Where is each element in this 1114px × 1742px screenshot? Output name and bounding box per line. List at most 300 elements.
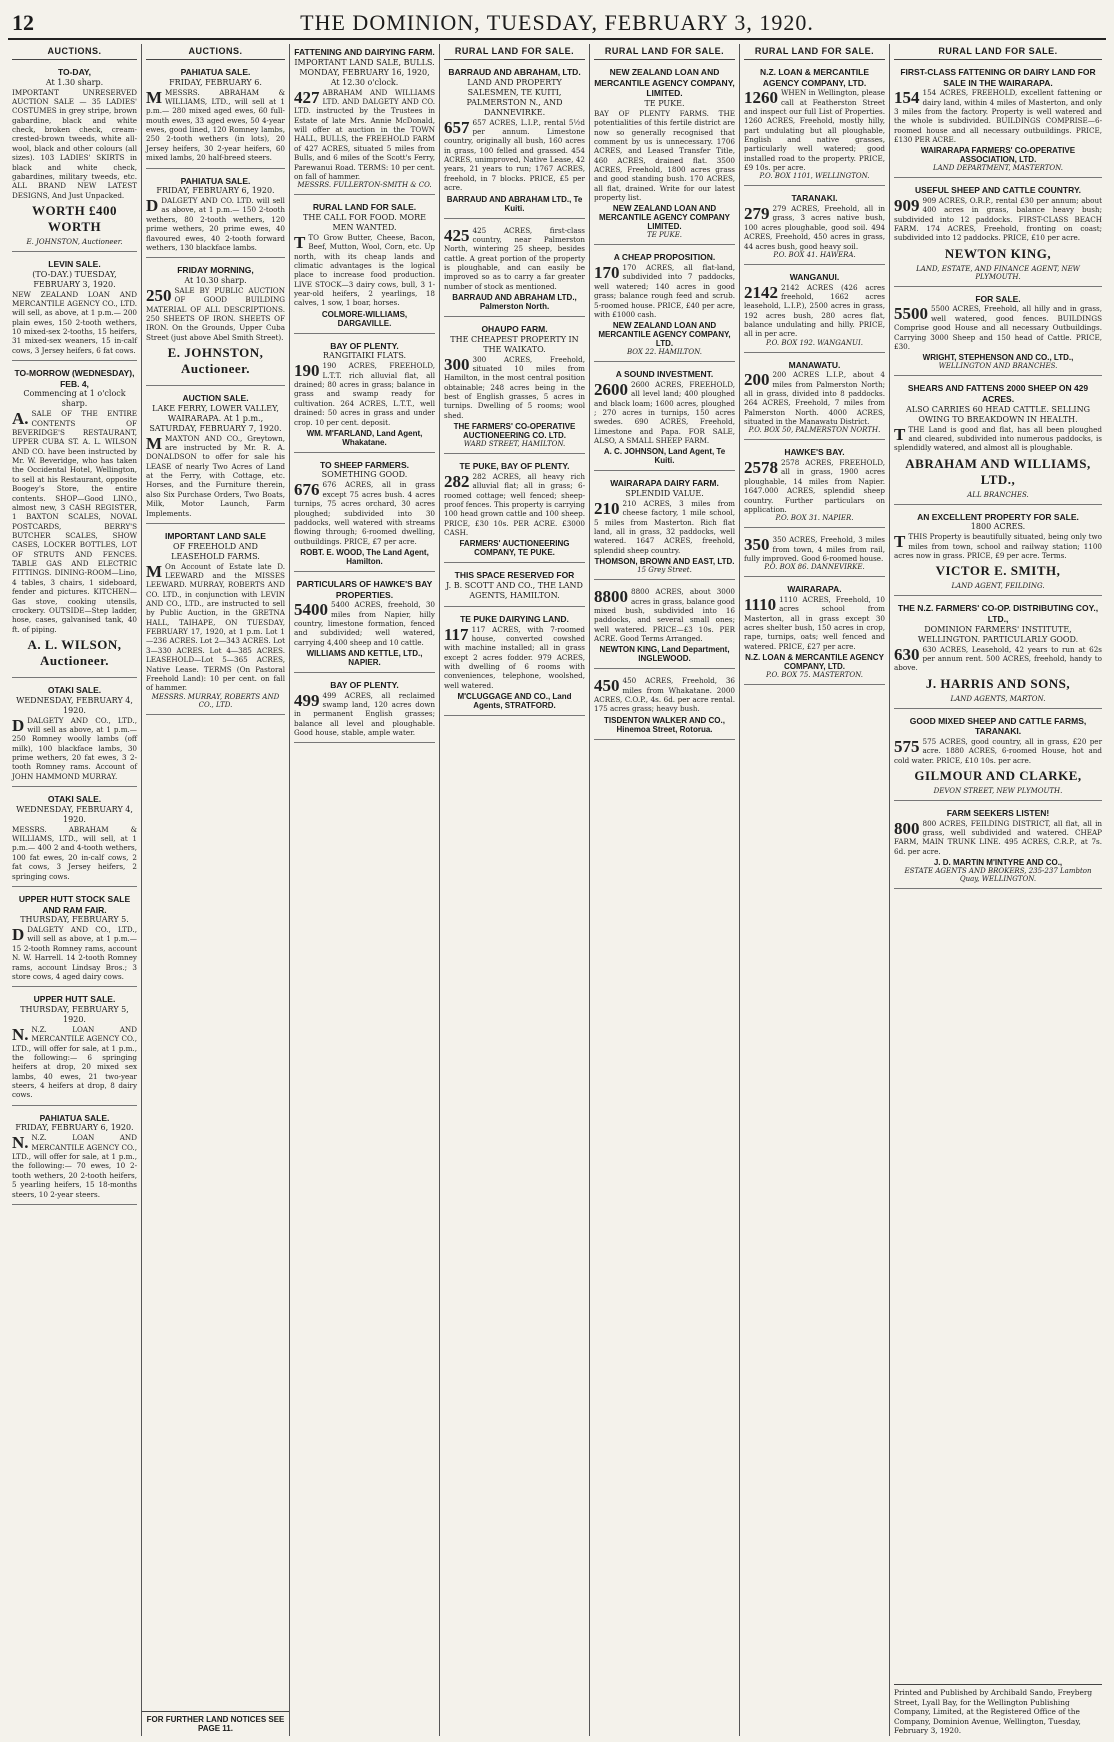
advertisement [894, 291, 1102, 376]
ad-heading: AUCTION SALE. [182, 393, 249, 404]
ad-signature: A. L. WILSON, Auctioneer. [27, 636, 122, 668]
ad-text: 2578 ACRES, FREEHOLD, all in grass, 1900 acres ploughable, 14 miles from Napier. 1647.000 ACRES, splendid sheep country. Further particulars on application. [744, 458, 885, 514]
ad-heading: N.Z. LOAN & MERCANTILE AGENCY COMPANY, LTD. [759, 67, 870, 88]
ad-text: NEW ZEALAND LOAN AND MERCANTILE AGENCY CO., LTD. will sell, as above, at 1 p.m.— 200 plain ewes, 150 2-tooth wethers, 10 mixed-sex 2-tooths, 15 heifers, 31 mixed-sex weaners, 15 in-calf cows, 3 Jersey heifers, 6 fat cows. [12, 289, 137, 355]
ad-text: 8800 ACRES, about 3000 acres in grass, balance good mixed bush, subdivided into 16 paddocks, and several small ones; well watered. PRICE—£3 10s. PER ACRE. Good Terms Arranged. [594, 587, 735, 643]
ad-lead-figure: 800 [894, 818, 920, 838]
ad-text: 630 ACRES, Leasehold, 42 years to run at 62s per annum rent. 500 ACRES, freehold, handy to above. [894, 644, 1102, 673]
ad-text: MAXTON AND CO., Greytown, are instructed by Mr. R. A. DONALDSON to offer for sale his LEASE of nearly Two Acres of Land at the Ferry, with Cottage, etc. Horses, and the Furniture therein, also Six Purchase Orders, Two Boats, Milk, Motor Launch, Farm Implements. [146, 433, 285, 518]
ad-text: 117 ACRES, with 7-roomed house, converted cowshed with machine installed; all in grass except 2 acres fodder. 979 ACRES, with dwelling of 6 rooms with conveniences, telephone, woolshed, well watered. [444, 624, 585, 690]
ad-lead-figure: 425 [444, 225, 470, 245]
advertisement [146, 528, 285, 715]
ad-body [12, 1025, 137, 1100]
ad-body [12, 716, 137, 782]
ad-signature: ROBT. E. WOOD, The Land Agent, Hamilton. [300, 548, 429, 566]
ad-subheading: OF FREEHOLD AND LEASEHOLD FARMS. [171, 541, 260, 561]
ad-subheading: J. B. SCOTT AND CO., THE LAND AGENTS, HAMILTON. [446, 580, 583, 600]
advertisement [744, 269, 885, 353]
advertisement [294, 44, 435, 195]
ad-lead-figure: 2600 [594, 379, 628, 399]
ad-lead-figure: 250 [146, 285, 172, 305]
ad-lead-figure: T [894, 532, 906, 552]
ad-lead-figure: 154 [894, 88, 920, 108]
ad-agent-address: P.O. BOX 75. MASTERTON. [765, 671, 863, 680]
ad-signature: M'CLUGGAGE AND CO., Land Agents, STRATFORD. [457, 692, 572, 711]
ad-subheading: WEDNESDAY, FEBRUARY 4, 1920. [16, 695, 133, 715]
ad-agent-address: P.O. BOX 41. HAWERA. [773, 250, 856, 259]
ad-subheading: THE CALL FOR FOOD. MORE MEN WANTED. [303, 212, 426, 232]
ad-signature: TISDENTON WALKER AND CO., Hinemoa Street, Rotorua. [604, 715, 725, 734]
ad-agent-address: WELLINGTON AND BRANCHES. [938, 362, 1058, 371]
ad-text: 5400 ACRES, freehold, 30 miles from Napier, hilly country, limestone formation, fenced and subdivided; well watered, carrying 4,400 sheep and 10 cattle. [294, 600, 435, 647]
ad-text: 425 ACRES, first-class country, near Palmerston North, wintering 25 sheep, besides cattle. A great portion of the property is ploughable, and can easily be improved so as to carry a far greater number of stock as mentioned. [444, 225, 585, 291]
ad-lead-figure: 1260 [744, 88, 778, 108]
advertisement [594, 673, 735, 739]
ad-subheading: FRIDAY, FEBRUARY 6, 1920. [15, 1123, 134, 1133]
ad-agent-address: MESSRS. MURRAY, ROBERTS AND CO., LTD. [151, 692, 280, 709]
ad-lead-figure: 499 [294, 690, 320, 710]
ad-signature: GILMOUR AND CLARKE, [914, 767, 1082, 783]
ad-lead-figure: M [146, 433, 163, 453]
ad-body [12, 290, 137, 356]
masthead [8, 4, 1106, 40]
ad-text: 657 ACRES, L.I.P., rental 5½d per annum. Limestone country, originally all bush, 160 acres in grass, 100 felled and grassed. 454 ACRES, unimproved, Native Lease, 42 years, 21 years to run; 1767 ACRES, freehold, in 7 blocks. PRICE, £5 per acre. [444, 117, 585, 193]
ad-body [894, 196, 1102, 243]
ad-body [12, 825, 137, 881]
column-heading: RURAL LAND FOR SALE. [444, 44, 585, 60]
ad-subheading: THURSDAY, FEBRUARY 5, 1920. [20, 1004, 129, 1024]
column-heading: AUCTIONS. [146, 44, 285, 60]
ad-heading: THIS SPACE RESERVED FOR [454, 570, 575, 581]
ad-heading: MANAWATU. [788, 359, 841, 370]
ad-lead-figure: 117 [444, 624, 469, 644]
ad-heading: NEW ZEALAND LOAN AND MERCANTILE AGENCY COMPANY, LIMITED. [594, 67, 735, 99]
ad-text: 190 ACRES, FREEHOLD, L.T.T. rich alluvial flat, all drained; 80 acres in grass; balance in grass and swamp ready for cultivation. 264 ACRES, L.T.T., well drained: 50 acres in grass and under crop. 10 per cent. deposit. [294, 361, 435, 427]
ad-signature: COLMORE-WILLIAMS, DARGAVILLE. [321, 309, 408, 328]
ad-body [744, 595, 885, 651]
ad-body [594, 263, 735, 319]
ad-heading: SHEARS AND FATTENS 2000 SHEEP ON 429 ACRES. [907, 383, 1089, 404]
ad-subheading: RANGITAIKI FLATS. [322, 351, 407, 361]
advertisement [12, 365, 137, 678]
ad-signature: BARRAUD AND ABRAHAM LTD., Te Kuiti. [446, 194, 583, 213]
column-heading: RURAL LAND FOR SALE. [894, 44, 1102, 60]
ad-signature: WORTH £400 WORTH [31, 202, 118, 234]
ad-heading: PARTICULARS OF HAWKE'S BAY PROPERTIES. [296, 579, 433, 600]
ad-signature: J. HARRIS AND SONS, [925, 675, 1071, 691]
ad-lead-figure: 210 [594, 499, 620, 519]
ad-lead-figure: 676 [294, 480, 320, 500]
ad-body [294, 361, 435, 427]
ad-subheading: THURSDAY, FEBRUARY 5. [20, 915, 129, 925]
ad-heading: PAHIATUA SALE. [180, 175, 251, 186]
ad-agent-address: MESSRS. FULLERTON-SMITH & CO. [297, 181, 432, 190]
advertisement [12, 791, 137, 887]
ad-body [594, 587, 735, 643]
ad-text: IMPORTANT UNRESERVED AUCTION SALE — 35 LADIES' COSTUMES in grey stripe, brown gabardine, black and white check, broken check, cream-crested-brown tweeds, white all-wool, black and other colours (all sizes). 103 LADIES' SKIRTS in black and white check, gabardines, military tweeds, etc. ALL BRAND NEW LATEST DESIGNS, And Just Unpacked. [12, 87, 137, 200]
ad-signature: J. D. MARTIN M'INTYRE AND CO., [933, 858, 1063, 867]
ad-heading: TE PUKE DAIRYING LAND. [460, 613, 569, 624]
advertisement [894, 380, 1102, 504]
ad-text: 5500 ACRES, Freehold, all hilly and in grass, well watered, good fences. BUILDINGS Comprise good House and all necessary Outbuildings. Carrying 3000 Sheep and 150 head of Cattle. PRICE, £30. [894, 304, 1102, 351]
ad-lead-figure: N. [12, 1133, 29, 1153]
ad-signature: WAIRARAPA FARMERS' CO-OPERATIVE ASSOCIATION, LTD. [920, 146, 1076, 165]
ad-text: 210 ACRES, 3 miles from cheese factory, 1 mile school, 5 miles from Masterton. Rich flat land, all in grass, 32 paddocks, well watered. 1647 ACRES, freehold, splendid sheep country. [594, 499, 735, 555]
ad-text: 676 ACRES, all in grass except 75 acres bush. 4 acres turnips, 75 acres orchard, 30 acres ploughed; subdivided into 30 paddocks, well watered with streams flowing through; 6-roomed dwelling, outbuildings. PRICE, £7 per acre. [294, 480, 435, 546]
advertisement [444, 611, 585, 716]
ad-heading: UPPER HUTT STOCK SALE AND RAM FAIR. [18, 893, 131, 915]
advertisement [744, 64, 885, 186]
ad-text: ABRAHAM AND WILLIAMS LTD. AND DALGETY AND CO. LTD. instructed by the Trustees in Estate of late Mrs. Annie McDonald, will offer at auction in the TOWN HALL, BULLS, the FREEHOLD FARM of 427 ACRES, situated 5 miles from Bulls, and 6 miles of the Scott's Ferry, Parewanui Road. TERMS: 10 per cent. on fall of hammer. [294, 87, 435, 181]
ad-body [894, 737, 1102, 765]
ad-text: THIS Property is beautifully situated, being only two miles from town, school and railway station; 1100 acres now in grass. PRICE, £9 per acre. Terms. [894, 532, 1102, 560]
newspaper-title: THE DOMINION, TUESDAY, FEBRUARY 3, 1920. [300, 10, 814, 35]
advertisement [12, 682, 137, 787]
advertisement [594, 366, 735, 471]
ad-signature: NEWTON KING, Land Department, INGLEWOOD. [599, 645, 730, 664]
ad-body [894, 88, 1102, 144]
advertisement [744, 357, 885, 441]
advertisement [744, 190, 885, 264]
ad-heading: IMPORTANT LAND SALE [165, 530, 266, 541]
page-number: 12 [12, 10, 34, 35]
ad-signature: E. JOHNSTON, Auctioneer. [167, 345, 264, 377]
ad-heading: A CHEAP PROPOSITION. [613, 252, 716, 263]
ad-subheading: SPLENDID VALUE. [625, 489, 704, 499]
ad-heading: HAWKE'S BAY. [784, 447, 845, 458]
ad-text: BAY OF PLENTY FARMS. THE potentialities of this fertile district are now so generally recognised that comment by us is unnecessary. 1706 ACRES, and Leased Transfer Title, 460 ACRES, drained flat. 3500 ACRES, Freehold, 1800 acres grass and good standing bush. 170 ACRES, all flat, drained. Write for our latest property list. [594, 108, 735, 203]
ad-text: 154 ACRES, FREEHOLD, excellent fattening or dairy land, within 4 miles of Masterton, and only 3 miles from the factory. Property is well watered and the whole is subdivided. BUILDINGS COMPRISE—6-roomed house and all necessary outbuildings. PRICE, £130 PER ACRE. [894, 88, 1102, 145]
publisher-imprint: Printed and Published by Archibald Sando, Freyberg Street, Lyall Bay, for the Wellington Publishing Company, Limited, at the Registered Office of the Company, Dominion Avenue, Wellington, Tuesday, February 3, 1920. [894, 1684, 1102, 1736]
ad-text: 800 ACRES, FEILDING DISTRICT, all flat, all in grass, well subdivided and watered. CHEAP FARM, MAIN TRUNK LINE. 495 ACRES, C.R.P., at 7s. 6d. per acre. [894, 818, 1102, 856]
ad-heading: BAY OF PLENTY. [330, 680, 399, 691]
ad-heading: WANGANUI. [789, 271, 840, 282]
ad-heading: OTAKI SALE. [47, 684, 102, 695]
advertisement [594, 249, 735, 362]
ad-heading: TO-MORROW (WEDNESDAY), FEB. 4, [14, 368, 135, 389]
ad-body [294, 88, 435, 182]
ad-heading: TARANAKI. [791, 193, 838, 204]
column-7 [890, 44, 1106, 1736]
ad-body [146, 196, 285, 252]
advertisement [294, 457, 435, 572]
advertisement [294, 199, 435, 334]
advertisement [744, 532, 885, 577]
column-heading: AUCTIONS. [12, 44, 137, 60]
ad-body [894, 819, 1102, 856]
ad-body [594, 499, 735, 555]
ad-text: 282 ACRES, all heavy rich alluvial flat; all in grass; 6-roomed cottage; well fenced; sheep-proof fences. This property is carrying 100 head grown cattle and 100 sheep. PRICE, £30 10s. PER ACRE. £3000 CASH. [444, 471, 585, 537]
column-heading: RURAL LAND FOR SALE. [744, 44, 885, 60]
ad-body [294, 691, 435, 738]
advertisement [894, 509, 1102, 597]
ad-lead-figure: 450 [594, 676, 620, 696]
ad-body [146, 286, 285, 342]
ad-text: 499 ACRES, all reclaimed swamp land, 120 acres down in permanent English grasses; balance all level and ploughable. Good house, stable, ample water. [294, 690, 435, 738]
ad-text: THE Land is good and flat, has all been ploughed and cleared, subdivided into numerous paddocks, is splendidly watered, and almost all is ploughable. [894, 424, 1102, 453]
ad-agent-address: BOX 22. HAMILTON. [627, 348, 702, 357]
ad-heading: OHAUPO FARM. [481, 324, 548, 335]
ad-text: 575 ACRES, good country, all in grass, £20 per acre. 1880 ACRES, 6-roomed House, hot and cold water. PRICE, £10 10s. per acre. [894, 736, 1102, 765]
ad-lead-figure: D [146, 196, 159, 216]
advertisement [894, 64, 1102, 178]
ad-body [444, 118, 585, 193]
ad-lead-figure: 657 [444, 117, 470, 137]
ad-body [744, 88, 885, 172]
ad-text: 1110 ACRES, Freehold, 10 acres school from Masterton, all in grass except 30 acres shelter bush, 150 acres in crop, rape, turnips, oats; well fenced and watered. PRICE, £27 per acre. [744, 594, 885, 651]
column-2 [142, 44, 290, 1736]
ad-body [744, 204, 885, 251]
ad-lead-figure: 5500 [894, 304, 928, 324]
advertisement [594, 64, 735, 245]
ad-agent-address: LAND AGENT, FEILDING. [951, 582, 1045, 591]
ad-text: 909 ACRES, O.R.P., rental £30 per annum; about 400 acres in grass, balance heavy bush; subdivided into 12 paddocks. FIRST-CLASS BEACH FARM. 174 ACRES, Freehold, fronting on coast; subdivided into 12 paddocks. PRICE, £10 per acre. [894, 196, 1102, 243]
ad-text: 200 ACRES L.I.P., about 4 miles from Palmerston North; all in grass, divided into 8 paddocks. 264 ACRES, Freehold, 7 miles from Palmerston North. 4000 ACRES, situated in the Manawatu District. [744, 370, 885, 427]
ad-heading: AN EXCELLENT PROPERTY FOR SALE. [917, 511, 1079, 522]
ad-lead-figure: 630 [894, 644, 920, 664]
ad-body [146, 88, 285, 163]
ad-text: N.Z. LOAN AND MERCANTILE AGENCY CO., LTD., will offer for sale, at 1 p.m., the following:— 6 springing heifers at drop, 20 mixed sex lambs, 40 ewes, 21 two-year steers, 4 heifers at drop, 8 dairy cows. [12, 1024, 138, 1100]
ad-text: WHEN in Wellington, please call at Featherston Street and inspect our full List of Properties. 1260 ACRES, Freehold, mostly hilly, part undulating but all ploughable, English and native grasses, particularly well watered; good installed road to the property. PRICE, £9 10s. per acre. [744, 88, 885, 173]
ad-body [12, 409, 137, 634]
ad-agent-address: P.O. BOX 1101, WELLINGTON. [759, 172, 870, 181]
ad-body [894, 425, 1102, 453]
ad-subheading: WEDNESDAY, FEBRUARY 4, 1920. [16, 804, 133, 824]
ad-subheading: IMPORTANT LAND SALE, BULLS. MONDAY, FEBRUARY 16, 1920, At 12.30 o'clock. [294, 57, 435, 87]
ad-text: 350 ACRES, Freehold, 3 miles from town, 4 miles from rail, fully improved. Good 6-roomed house. [744, 535, 885, 563]
ad-agent-address: 15 Grey Street. [637, 566, 692, 575]
ad-signature: THOMSON, BROWN AND EAST, LTD. [594, 557, 735, 567]
further-notices-footer: FOR FURTHER LAND NOTICES SEE PAGE 11. [142, 1711, 289, 1736]
ad-subheading: FRIDAY, FEBRUARY 6. [169, 77, 262, 87]
ad-agent-address: P.O. BOX 192. WANGANUI. [766, 338, 863, 347]
ad-lead-figure: 1110 [744, 594, 777, 614]
column-4 [440, 44, 590, 1736]
ad-body [146, 562, 285, 693]
ad-lead-figure: 300 [444, 354, 470, 374]
ad-lead-figure: 5400 [294, 600, 328, 620]
advertisement [146, 173, 285, 259]
ad-body [744, 283, 885, 339]
ad-agent-address: LAND AGENTS, MARTON. [950, 694, 1046, 703]
advertisement [894, 600, 1102, 708]
ad-lead-figure: 200 [744, 370, 770, 390]
ad-agent-address: ALL BRANCHES. [967, 490, 1029, 499]
ad-lead-figure: 2142 [744, 282, 778, 302]
ad-body [594, 109, 735, 203]
advertisement [894, 713, 1102, 801]
ad-body [12, 88, 137, 200]
advertisement [444, 458, 585, 563]
ad-heading: WAIRARAPA. [787, 584, 842, 595]
ad-text: SALE BY PUBLIC AUCTION OF GOOD BUILDING MATERIAL OF ALL DESCRIPTIONS. 250 SHEETS OF IRON. SHEETS OF IRON. On the Grounds, Upper Cuba Street (just above Abel Smith Street). [146, 285, 285, 342]
ad-text: MESSRS. ABRAHAM & WILLIAMS, LTD., will sell at 1 p.m.— 280 mixed aged ewes, 60 full-mouth ewes, 33 aged ewes, 50 4-year ewes, good lined, 120 Romney lambs, 250 2-tooth wethers (in lots), 20 Jersey heifers, 30 2-year heifers, 60 mixed lambs, 20 half-breed steers. [146, 87, 285, 163]
column-heading: RURAL LAND FOR SALE. [594, 44, 735, 60]
advertisement [12, 64, 137, 252]
ad-text: DALGETY AND CO. LTD. will sell as above, at 1 p.m.— 150 2-tooth wethers, 80 2-tooth wethers, 120 prime wethers, 20 prime ewes, 40 flavoured ewes, 40 2-tooth forward wethers, 130 blackface lambs. [146, 196, 285, 252]
advertisement [744, 581, 885, 685]
ad-text: MESSRS. ABRAHAM & WILLIAMS, LTD., will sell, at 1 p.m.— 400 2 and 4-tooth wethers, 100 fat ewes, 20 in-calf cows, 2 fat cows, 3 Jersey heifers, 2 springing cows. [12, 824, 137, 881]
ad-subheading: LAKE FERRY, LOWER VALLEY, WAIRARAPA. At 1 p.m., SATURDAY, FEBRUARY 7, 1920. [149, 403, 282, 433]
ad-subheading: THE CHEAPEST PROPERTY IN THE WAIKATO. [450, 334, 579, 354]
ad-text: 170 ACRES, all flat-land, subdivided into 7 paddocks, well watered; 140 acres in good grass; balance rough feed and scrub. 5-roomed house. PRICE, £40 per acre, with £1000 cash. [594, 263, 735, 319]
ad-subheading: Commencing at 1 o'clock sharp. [23, 389, 126, 409]
ad-agent-address: WARD STREET, HAMILTON. [463, 440, 566, 449]
advertisement [594, 475, 735, 580]
ad-body [894, 645, 1102, 673]
ad-body [444, 355, 585, 421]
ad-signature: NEWTON KING, [944, 245, 1052, 261]
ad-lead-figure: 170 [594, 263, 620, 283]
ad-heading: THE N.Z. FARMERS' CO-OP. DISTRIBUTING COY., LTD., [897, 603, 1099, 624]
advertisement [594, 584, 735, 669]
ad-agent-address: DEVON STREET, NEW PLYMOUTH. [933, 786, 1063, 795]
ad-text: 300 ACRES, Freehold, situated 10 miles from Hamilton, in the most central position obtainable; 248 acres being in the best of English grasses, 5 acres in turnips. Dwelling of 5 rooms; wool shed. [444, 354, 585, 420]
ad-subheading: ALSO CARRIES 60 HEAD CATTLE. SELLING OWING TO BREAKDOWN IN HEALTH. [906, 404, 1090, 424]
ad-agent-address: ESTATE AGENTS AND BROKERS, 235-237 Lambton Quay, WELLINGTON. [904, 867, 1092, 883]
advertisement [146, 262, 285, 386]
ad-body [12, 1133, 137, 1199]
ad-signature: WRIGHT, STEPHENSON AND CO., LTD., [922, 353, 1074, 363]
ad-heading: TO SHEEP FARMERS. [320, 459, 409, 470]
ad-body [594, 380, 735, 446]
ad-lead-figure: 575 [894, 736, 920, 756]
ad-heading: OTAKI SALE. [47, 794, 102, 805]
ad-lead-figure: 909 [894, 196, 920, 216]
ad-heading: FATTENING AND DAIRYING FARM. [294, 47, 435, 57]
ad-lead-figure: A. [12, 409, 29, 429]
ad-heading: BAY OF PLENTY. [330, 340, 399, 351]
column-5 [590, 44, 740, 1736]
ad-body [444, 625, 585, 691]
ad-agent-address: LAND DEPARTMENT, MASTERTON. [932, 164, 1064, 173]
ad-signature: FARMERS' AUCTIONEERING COMPANY, TE PUKE. [459, 539, 570, 558]
advertisement [894, 182, 1102, 286]
advertisement [444, 64, 585, 219]
ad-lead-figure: 350 [744, 535, 770, 555]
advertisement [444, 321, 585, 454]
ad-lead-figure: M [146, 561, 163, 581]
advertisement [12, 891, 137, 987]
ad-body [12, 925, 137, 981]
ad-heading: PAHIATUA SALE. [180, 67, 251, 77]
column-3 [290, 44, 440, 1736]
ad-heading: FIRST-CLASS FATTENING OR DAIRY LAND FOR SALE IN THE WAIRARAPA. [900, 67, 1096, 88]
ad-body [444, 226, 585, 292]
ad-text: N.Z. LOAN AND MERCANTILE AGENCY CO., LTD., will offer for sale, at 1 p.m., the following:— 70 ewes, 10 2-tooth wethers, 20 2-tooth heifers, 5 yearling heifers, 15 18-months steers, 10 2-year steers. [12, 1133, 138, 1199]
ad-lead-figure: T [894, 424, 906, 444]
ad-signature: WM. M'FARLAND, Land Agent, Whakatane. [306, 428, 423, 447]
ad-text: 2600 ACRES, FREEHOLD, all level land; 400 ploughed and black loam; 1600 acres, ploughed ; 270 acres in turnips, 150 acres swedes. 690 ACRES, Freehold, Limestone and Papa. FOR SALE, ALSO, A SMALL SHEEP FARM. [594, 379, 735, 446]
column-1 [8, 44, 142, 1736]
advertisement [12, 1110, 137, 1205]
ad-subheading: (TO-DAY.) TUESDAY, FEBRUARY 3, 1920. [32, 269, 117, 289]
ad-heading: FARM SEEKERS LISTEN! [946, 807, 1050, 818]
ad-text: DALGETY AND CO., LTD., will sell as above, at 1 p.m.— 250 Romney woolly lambs (off milk), 100 blackface lambs, 30 prime wethers, 20 fat ewes, 3 2-tooth Romney rams. Account of JOHN HAMMOND MURRAY. [12, 715, 137, 781]
ad-lead-figure: T [294, 232, 306, 252]
ad-body [744, 535, 885, 563]
ad-body [294, 600, 435, 647]
ad-heading: RURAL LAND FOR SALE. [312, 202, 417, 213]
ad-signature: NEW ZEALAND LOAN AND MERCANTILE AGENCY COMPANY, LTD. [598, 321, 731, 349]
ad-subheading: LAND AND PROPERTY SALESMEN, TE KUITI, PALMERSTON N., AND DANNEVIRKE. [466, 77, 563, 117]
advertisement [12, 991, 137, 1106]
ad-subheading: At 10.30 sharp. [184, 275, 247, 285]
ad-subheading: FRIDAY, FEBRUARY 6, 1920. [156, 186, 275, 196]
ad-agent-address: P.O. BOX 50, PALMERSTON NORTH. [748, 426, 881, 435]
ad-signature: A. C. JOHNSON, Land Agent, Te Kuiti. [603, 447, 726, 466]
ad-signature: WILLIAMS AND KETTLE, LTD., NAPIER. [306, 649, 423, 668]
ad-agent-address: LAND, ESTATE, AND FINANCE AGENT, NEW PLYMOUTH. [916, 264, 1080, 281]
ad-lead-figure: 8800 [594, 587, 628, 607]
ad-body [894, 532, 1102, 560]
ad-heading: LEVIN SALE. [48, 258, 101, 269]
ad-subheading: 1800 ACRES. [970, 522, 1026, 532]
ad-heading: TO-DAY, [57, 67, 92, 77]
ad-text: 2142 ACRES (426 acres freehold, 1662 acres leasehold, L.I.P.), 2500 acres in grass, 192 acres bush, 280 acres flat, balance undulating and hilly. PRICE, all in per acre. [744, 282, 885, 339]
ad-heading: GOOD MIXED SHEEP AND CATTLE FARMS, TARANAKI. [909, 715, 1087, 737]
ad-agent-address: E. JOHNSTON, Auctioneer. [26, 237, 123, 246]
ad-lead-figure: M [146, 87, 163, 107]
advertisement [294, 338, 435, 453]
ad-agent-address: TE PUKE. [646, 231, 683, 240]
ad-text: 279 ACRES, Freehold, all in grass, 3 acres native bush, 100 acres ploughable, good soil. 494 ACRES, Freehold, 450 acres in grass, 44 acres bush, good heavy soil. [744, 204, 885, 251]
ad-signature: N.Z. LOAN & MERCANTILE AGENCY COMPANY, LTD. [745, 653, 884, 672]
ad-lead-figure: N. [12, 1024, 29, 1044]
ad-body [294, 233, 435, 308]
ad-heading: TE PUKE, BAY OF PLENTY. [459, 461, 570, 472]
ad-lead-figure: 2578 [744, 458, 778, 478]
ad-text: DALGETY AND CO., LTD., will sell as above, at 1 p.m.— 15 2-tooth Romney rams, account N. W. Harrell. 14 2-tooth Romney rams, account Lindsay Bros.; 3 store cows, 4 aged dairy cows. [12, 925, 137, 981]
advertisement [146, 390, 285, 524]
ad-lead-figure: 190 [294, 361, 320, 381]
ad-body [594, 676, 735, 713]
ad-text: On Account of Estate late D. LEEWARD and the MISSES LEEWARD. MURRAY, ROBERTS AND CO. LTD., in conjunction with LEVIN AND CO., LTD., are instructed to sell by Public Auction, in the GRETNA HALL, TAIHAPE, ON TUESDAY, FEBRUARY 17, 1920, at 1 p.m. Lot 1—236 ACRES. Lot 2—343 ACRES. Lot 3—330 ACRES. Lot 4—385 ACRES. LEASEHOLD—Lot 5—365 ACRES, Native Lease. TERMS (On Pastoral Freehold Land): 10 per cent. on fall of hammer. [146, 561, 285, 693]
advertisement [294, 576, 435, 673]
advertisement [444, 567, 585, 607]
ad-lead-figure: 282 [444, 471, 470, 491]
ad-heading: A SOUND INVESTMENT. [615, 369, 714, 380]
ad-body [744, 458, 885, 514]
ad-body [146, 434, 285, 518]
ad-lead-figure: D [12, 715, 25, 735]
advertisement [12, 256, 137, 361]
ad-subheading: SOMETHING GOOD. [321, 470, 408, 480]
ad-heading: PAHIATUA SALE. [39, 1112, 110, 1123]
advertisement [894, 805, 1102, 889]
ad-signature: THE FARMERS' CO-OPERATIVE AUCTIONEERING CO. LTD. [453, 422, 576, 441]
ad-body [444, 472, 585, 538]
ad-heading: FRIDAY MORNING, [177, 265, 254, 276]
advertisement [294, 677, 435, 743]
ad-heading: FOR SALE. [975, 293, 1021, 304]
ad-body [894, 304, 1102, 351]
ad-text: TO Grow Butter, Cheese, Bacon, Beef, Mutton, Wool, Corn, etc. Up north, with its cheap lands and climatic advantages is the logical place to increase food production. LIVE STOCK—3 dairy cows, bull, 3 1-year-old heifers, 2 yearlings, 18 calves, 1 sow, 1 boar, horses. [294, 232, 435, 308]
ad-heading: BARRAUD AND ABRAHAM, LTD. [448, 67, 581, 77]
ad-text: 450 ACRES, Freehold, 36 miles from Whakatane. 2000 ACRES, C.O.P., 4s. 6d. per acre rental. 175 acres grass; heavy bush. [594, 676, 735, 714]
ad-subheading: At 1.30 sharp. [45, 77, 104, 87]
column-6 [740, 44, 890, 1736]
ad-agent-address: P.O. BOX 86. DANNEVIRKE. [764, 563, 865, 572]
ad-heading: UPPER HUTT SALE. [33, 994, 116, 1005]
advertisement [744, 444, 885, 528]
ad-signature: NEW ZEALAND LOAN AND MERCANTILE AGENCY COMPANY LIMITED. [599, 204, 730, 232]
advertisement [444, 223, 585, 318]
ad-signature: BARRAUD AND ABRAHAM LTD., Palmerston North. [452, 293, 577, 312]
ad-lead-figure: 279 [744, 204, 770, 224]
ad-text: SALE OF THE ENTIRE CONTENTS OF BEVERIDGE'S RESTAURANT, UPPER CUBA ST. A. L. WILSON AND CO. have been instructed by Mr. W. Beveridge, who has taken the Occidental Hotel, Wellington, to sell at his Restaurant, opposite Boogey's Store, the entire contents. SHOP—Good LINO., almost new, 3 CASH REGISTER, 1 BAXTON SCALES, NOVAL POSTCARDS, BERRY'S BUTCHER SCALES, SHOW CASES, LOCKER BOTTLES, LOT OF STRUTS AND FENCES. TABLE GAS AND ELECTRIC FITTINGS. DINING-ROOM—Lino, 4 tables, 3 chairs, 1 sideboard, fender and pictures. KITCHEN—Gas stove, cooking utensils, crockery. OUTSIDE—Step ladder, hose, cases, galvanised tank, 40 ft. of piping. [12, 409, 137, 634]
advertisement [146, 64, 285, 169]
